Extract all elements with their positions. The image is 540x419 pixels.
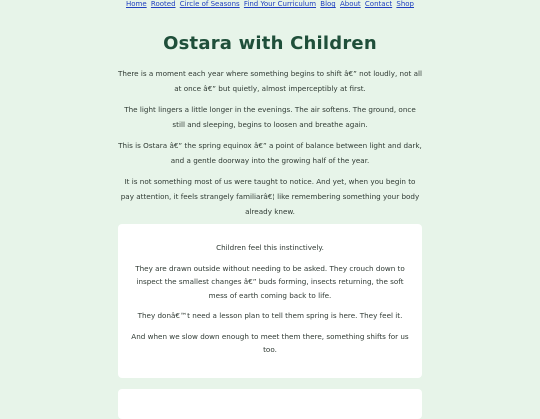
intro-paragraph: It is not something most of us were taught to notice. And yet, when you begin to pay attention, it feels strangely familiarâ€¦ like remembering something your body already knew. [120,177,420,216]
intro-section [118,66,422,225]
nav-link-home[interactable]: Home [126,0,147,8]
nav-link-blog[interactable]: Blog [320,0,336,8]
card-paragraph: They are drawn outside without needing to be asked. They crouch down to inspect the smallest changes â€” buds forming, insects returning, the soft mess of earth coming back to life. [135,263,405,300]
nav-link-contact[interactable]: Contact [364,0,393,8]
intro-paragraph: This is Ostara â€” the spring equinox â€” a point of balance between light and dark, and a gentle doorway into the growing half of the year. [118,141,422,165]
next-content-card [118,389,422,419]
nav-link-about[interactable]: About [339,0,361,8]
nav-link-shop[interactable]: Shop [396,0,414,8]
card-paragraph: And when we slow down enough to meet them there, something shifts for us too. [131,331,409,354]
page-title: Ostara with Children [163,33,377,54]
intro-paragraph: The light lingers a little longer in the evenings. The air softens. The ground, once still and sleeping, begins to loosen and breathe again. [124,105,416,129]
content-card [118,224,422,378]
nav-link-rooted[interactable]: Rooted [150,0,176,8]
card-paragraph: Children feel this instinctively. [216,243,324,252]
nav-link-circle-of-seasons[interactable]: Circle of Seasons [179,0,240,8]
intro-paragraph: There is a moment each year where something begins to shift â€” not loudly, not all at once â€” but quietly, almost imperceptibly at first. [118,69,422,93]
nav-link-find-your-curriculum[interactable]: Find Your Curriculum [243,0,317,8]
top-navigation [0,0,540,9]
card-paragraph: They donâ€™t need a lesson plan to tell them spring is here. They feel it. [137,311,403,320]
